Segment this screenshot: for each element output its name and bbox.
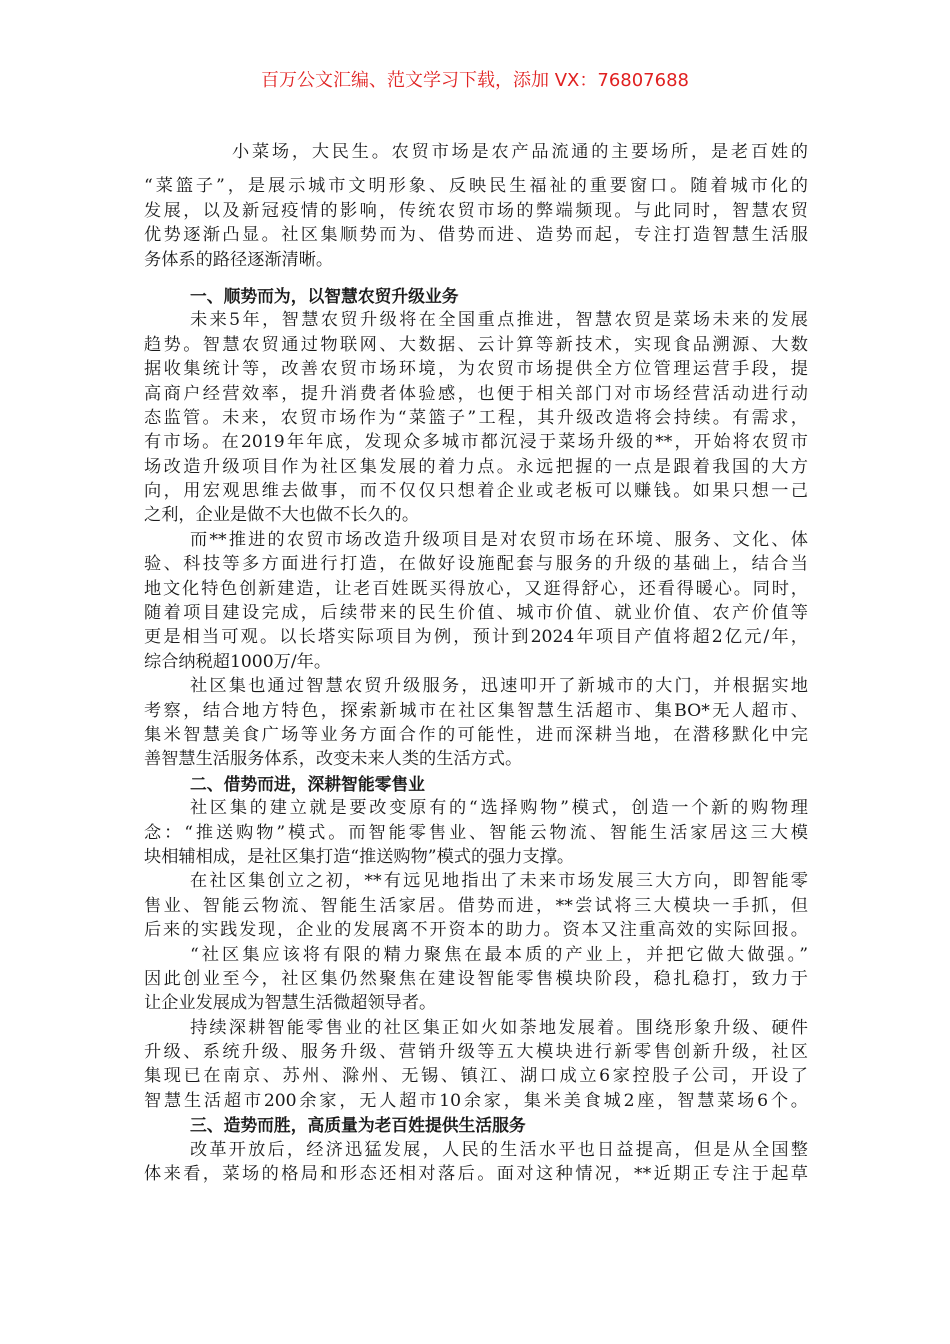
text-line: 务体系的路径逐渐清晰。 xyxy=(144,249,334,270)
text-line: 让企业发展成为智慧生活微超领导者。 xyxy=(144,993,437,1014)
text-line: 后来的实践发现，企业的发展离不开资本的助力。资本又注重高效的实际回报。 xyxy=(144,920,808,941)
paragraph xyxy=(144,528,808,674)
paragraph xyxy=(144,869,808,942)
text-line: 考察，结合地方特色，探索新城市在社区集智慧生活超市、集BO*无人超市、 xyxy=(144,700,808,721)
text-line: 场改造升级项目作为社区集发展的着力点。永远把握的一点是跟着我国的大方 xyxy=(144,456,808,477)
text-line: 发展，以及新冠疫情的影响，传统农贸市场的弊端频现。与此同时，智慧农贸 xyxy=(144,200,808,221)
text-line: 体来看，菜场的格局和形态还相对落后。面对这种情况，**近期正专注于起草 xyxy=(144,1164,808,1185)
paragraph xyxy=(144,943,808,1016)
text-line: 未来5年，智慧农贸升级将在全国重点推进，智慧农贸是菜场未来的发展 xyxy=(190,310,808,331)
text-line: 在社区集创立之初，**有远见地指出了未来市场发展三大方向，即智能零 xyxy=(190,871,808,892)
document-body xyxy=(144,140,808,1186)
paragraph xyxy=(144,308,808,528)
text-line: 验、科技等多方面进行打造，在做好设施配套与服务的升级的基础上，结合当 xyxy=(144,554,808,575)
text-line: 社区集的建立就是要改变原有的“选择购物”模式，创造一个新的购物理 xyxy=(190,798,808,819)
text-line: 智慧生活超市200余家，无人超市10余家，集米美食城2座，智慧菜场6个。 xyxy=(144,1090,808,1111)
text-line: 块相辅相成，是社区集打造“推送购物”模式的强力支撑。 xyxy=(144,846,575,867)
text-line: 善智慧生活服务体系，改变未来人类的生活方式。 xyxy=(144,749,523,770)
paragraph xyxy=(144,1138,808,1187)
text-line: 社区集也通过智慧农贸升级服务，迅速叩开了新城市的大门，并根据实地 xyxy=(190,676,808,697)
text-line: 而**推进的农贸市场改造升级项目是对农贸市场在环境、服务、文化、体 xyxy=(190,529,808,550)
text-line: “社区集应该将有限的精力聚焦在最本质的产业上，并把它做大做强。” xyxy=(190,944,808,965)
paragraph xyxy=(144,1016,808,1114)
text-line: 升级、系统升级、服务升级、营销升级等五大模块进行新零售创新升级，社区 xyxy=(144,1042,808,1063)
text-line: 集现已在南京、苏州、滁州、无锡、镇江、湖口成立6家控股子公司，开设了 xyxy=(144,1066,808,1087)
text-line: 更是相当可观。以长塔实际项目为例，预计到2024年项目产值将超2亿元/年， xyxy=(144,627,808,648)
text-line: 之利，企业是做不大也做不长久的。 xyxy=(144,505,420,526)
text-line: “菜篮子”，是展示城市文明形象、反映民生福祉的重要窗口。随着城市化的 xyxy=(144,176,808,197)
text-line: 念：“推送购物”模式。而智能零售业、智能云物流、智能生活家居这三大模 xyxy=(144,822,808,843)
text-line: 持续深耕智能零售业的社区集正如火如荼地发展着。围绕形象升级、硬件 xyxy=(190,1017,808,1038)
section-heading: 一、顺势而为，以智慧农贸升级业务 xyxy=(190,285,459,306)
paragraph xyxy=(144,796,808,869)
text-line: 地文化特色创新建造，让老百姓既买得放心，又逛得舒心，还看得暖心。同时， xyxy=(144,578,808,599)
text-line: 因此创业至今，社区集仍然聚焦在建设智能零售模块阶段，稳扎稳打，致力于 xyxy=(144,968,808,989)
text-line: 有市场。在2019年年底，发现众多城市都沉浸于菜场升级的**，开始将农贸市 xyxy=(144,432,808,453)
text-line: 向，用宏观思维去做事，而不仅仅只想着企业或老板可以赚钱。如果只想一己 xyxy=(144,481,808,502)
text-line: 随着项目建设完成，后续带来的民生价值、城市价值、就业价值、农产价值等 xyxy=(144,603,808,624)
text-line: 据收集统计等，改善农贸市场环境，为农贸市场提供全方位管理运营手段，提 xyxy=(144,359,808,380)
section-heading: 二、借势而进，深耕智能零售业 xyxy=(190,773,425,794)
text-line: 改革开放后，经济迅猛发展，人民的生活水平也日益提高，但是从全国整 xyxy=(190,1139,808,1160)
section-heading: 三、造势而胜，高质量为老百姓提供生活服务 xyxy=(190,1115,526,1136)
text-line: 高商户经营效率，提升消费者体验感，也便于相关部门对市场经营活动进行动 xyxy=(144,383,808,404)
text-line: 优势逐渐凸显。社区集顺势而为、借势而进、造势而起，专注打造智慧生活服 xyxy=(144,225,808,246)
text-line: 集米智慧美食广场等业务方面合作的可能性，进而深耕当地，在潜移默化中完 xyxy=(144,724,808,745)
text-line: 综合纳税超1000万/年。 xyxy=(144,651,332,672)
text-line: 趋势。智慧农贸通过物联网、大数据、云计算等新技术，实现食品溯源、大数 xyxy=(144,334,808,355)
intro-paragraph xyxy=(144,140,808,272)
paragraph xyxy=(144,674,808,772)
watermark-header: 百万公文汇编、范文学习下载，添加 VX：76807688 xyxy=(261,70,689,91)
text-line: 态监管。未来，农贸市场作为“菜篮子”工程，其升级改造将会持续。有需求， xyxy=(144,407,808,428)
text-line: 售业、智能云物流、智能生活家居。借势而进，**尝试将三大模块一手抓，但 xyxy=(144,895,808,916)
text-line: 小菜场，大民生。农贸市场是农产品流通的主要场所，是老百姓的 xyxy=(232,142,808,162)
